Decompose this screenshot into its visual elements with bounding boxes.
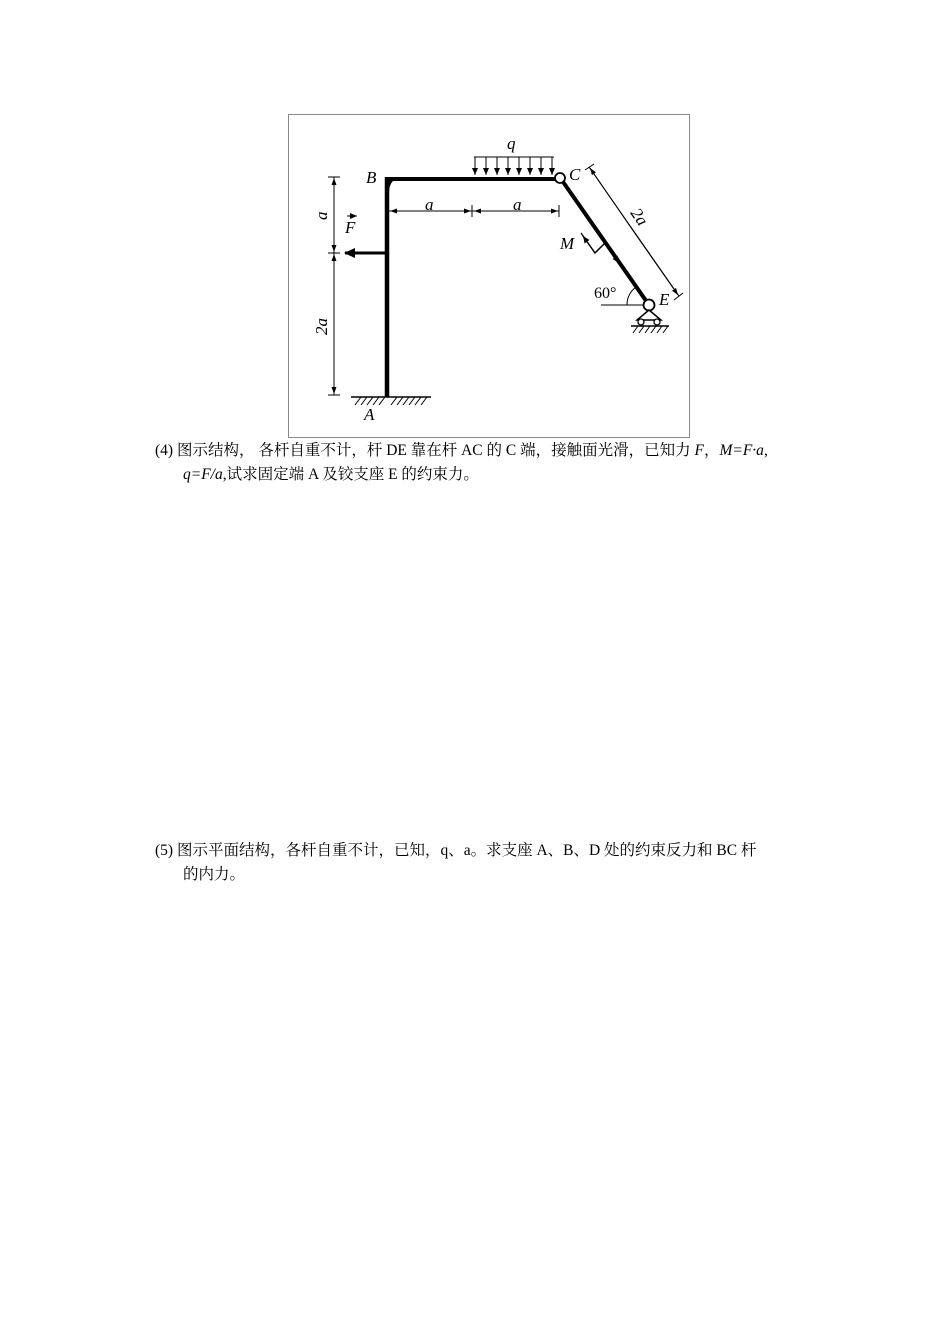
label-angle: 60° <box>594 285 617 302</box>
distributed-load-q <box>474 157 554 175</box>
dimension-horizontal <box>389 205 559 217</box>
problem-5-line-1: (5) 图示平面结构，各杆自重不计，已知，q、a。求支座 A、B、D 处的约束反力和 BC 杆 <box>155 842 757 859</box>
structure-figure <box>288 114 690 438</box>
label-a: A <box>364 405 375 424</box>
dimension-vertical <box>328 177 340 395</box>
problem-5 <box>155 839 815 887</box>
label-q: q <box>507 134 516 153</box>
hinge-c <box>555 173 565 183</box>
problem-4 <box>155 439 815 487</box>
problem-4-force-symbol: F <box>694 442 704 459</box>
problem-4-separator: ， <box>703 442 720 459</box>
label-dim-a-vertical: a <box>312 211 331 220</box>
problem-4-text-prefix: (4) 图示结构， 各杆自重不计，杆 DE 靠在杆 AC 的 C 端，接触面光滑，已知力 <box>155 442 695 459</box>
problem-5-line-2: 的内力。 <box>183 866 246 883</box>
problem-4-moment-expression: M=F·a <box>719 442 764 459</box>
problem-4-line-1 <box>155 439 815 463</box>
label-e: E <box>659 290 670 309</box>
label-c: C <box>569 165 581 184</box>
problem-4-load-expression: q=F/a <box>183 466 223 483</box>
label-dim-2a-inclined: 2a <box>626 204 653 230</box>
problem-4-separator-2: , <box>763 442 768 459</box>
label-b: B <box>366 168 377 187</box>
problem-4-text-suffix: ,试求固定端 A 及铰支座 E 的约束力。 <box>222 466 479 483</box>
label-dim-a-top-left: a <box>425 195 434 214</box>
label-dim-a-top-right: a <box>513 195 522 214</box>
label-dim-2a-vertical: 2a <box>312 318 331 335</box>
fixed-support-a <box>351 397 431 405</box>
problem-4-line-2 <box>155 463 815 487</box>
label-m: M <box>560 234 575 253</box>
structure-diagram <box>289 115 691 439</box>
label-f: F <box>345 218 356 237</box>
